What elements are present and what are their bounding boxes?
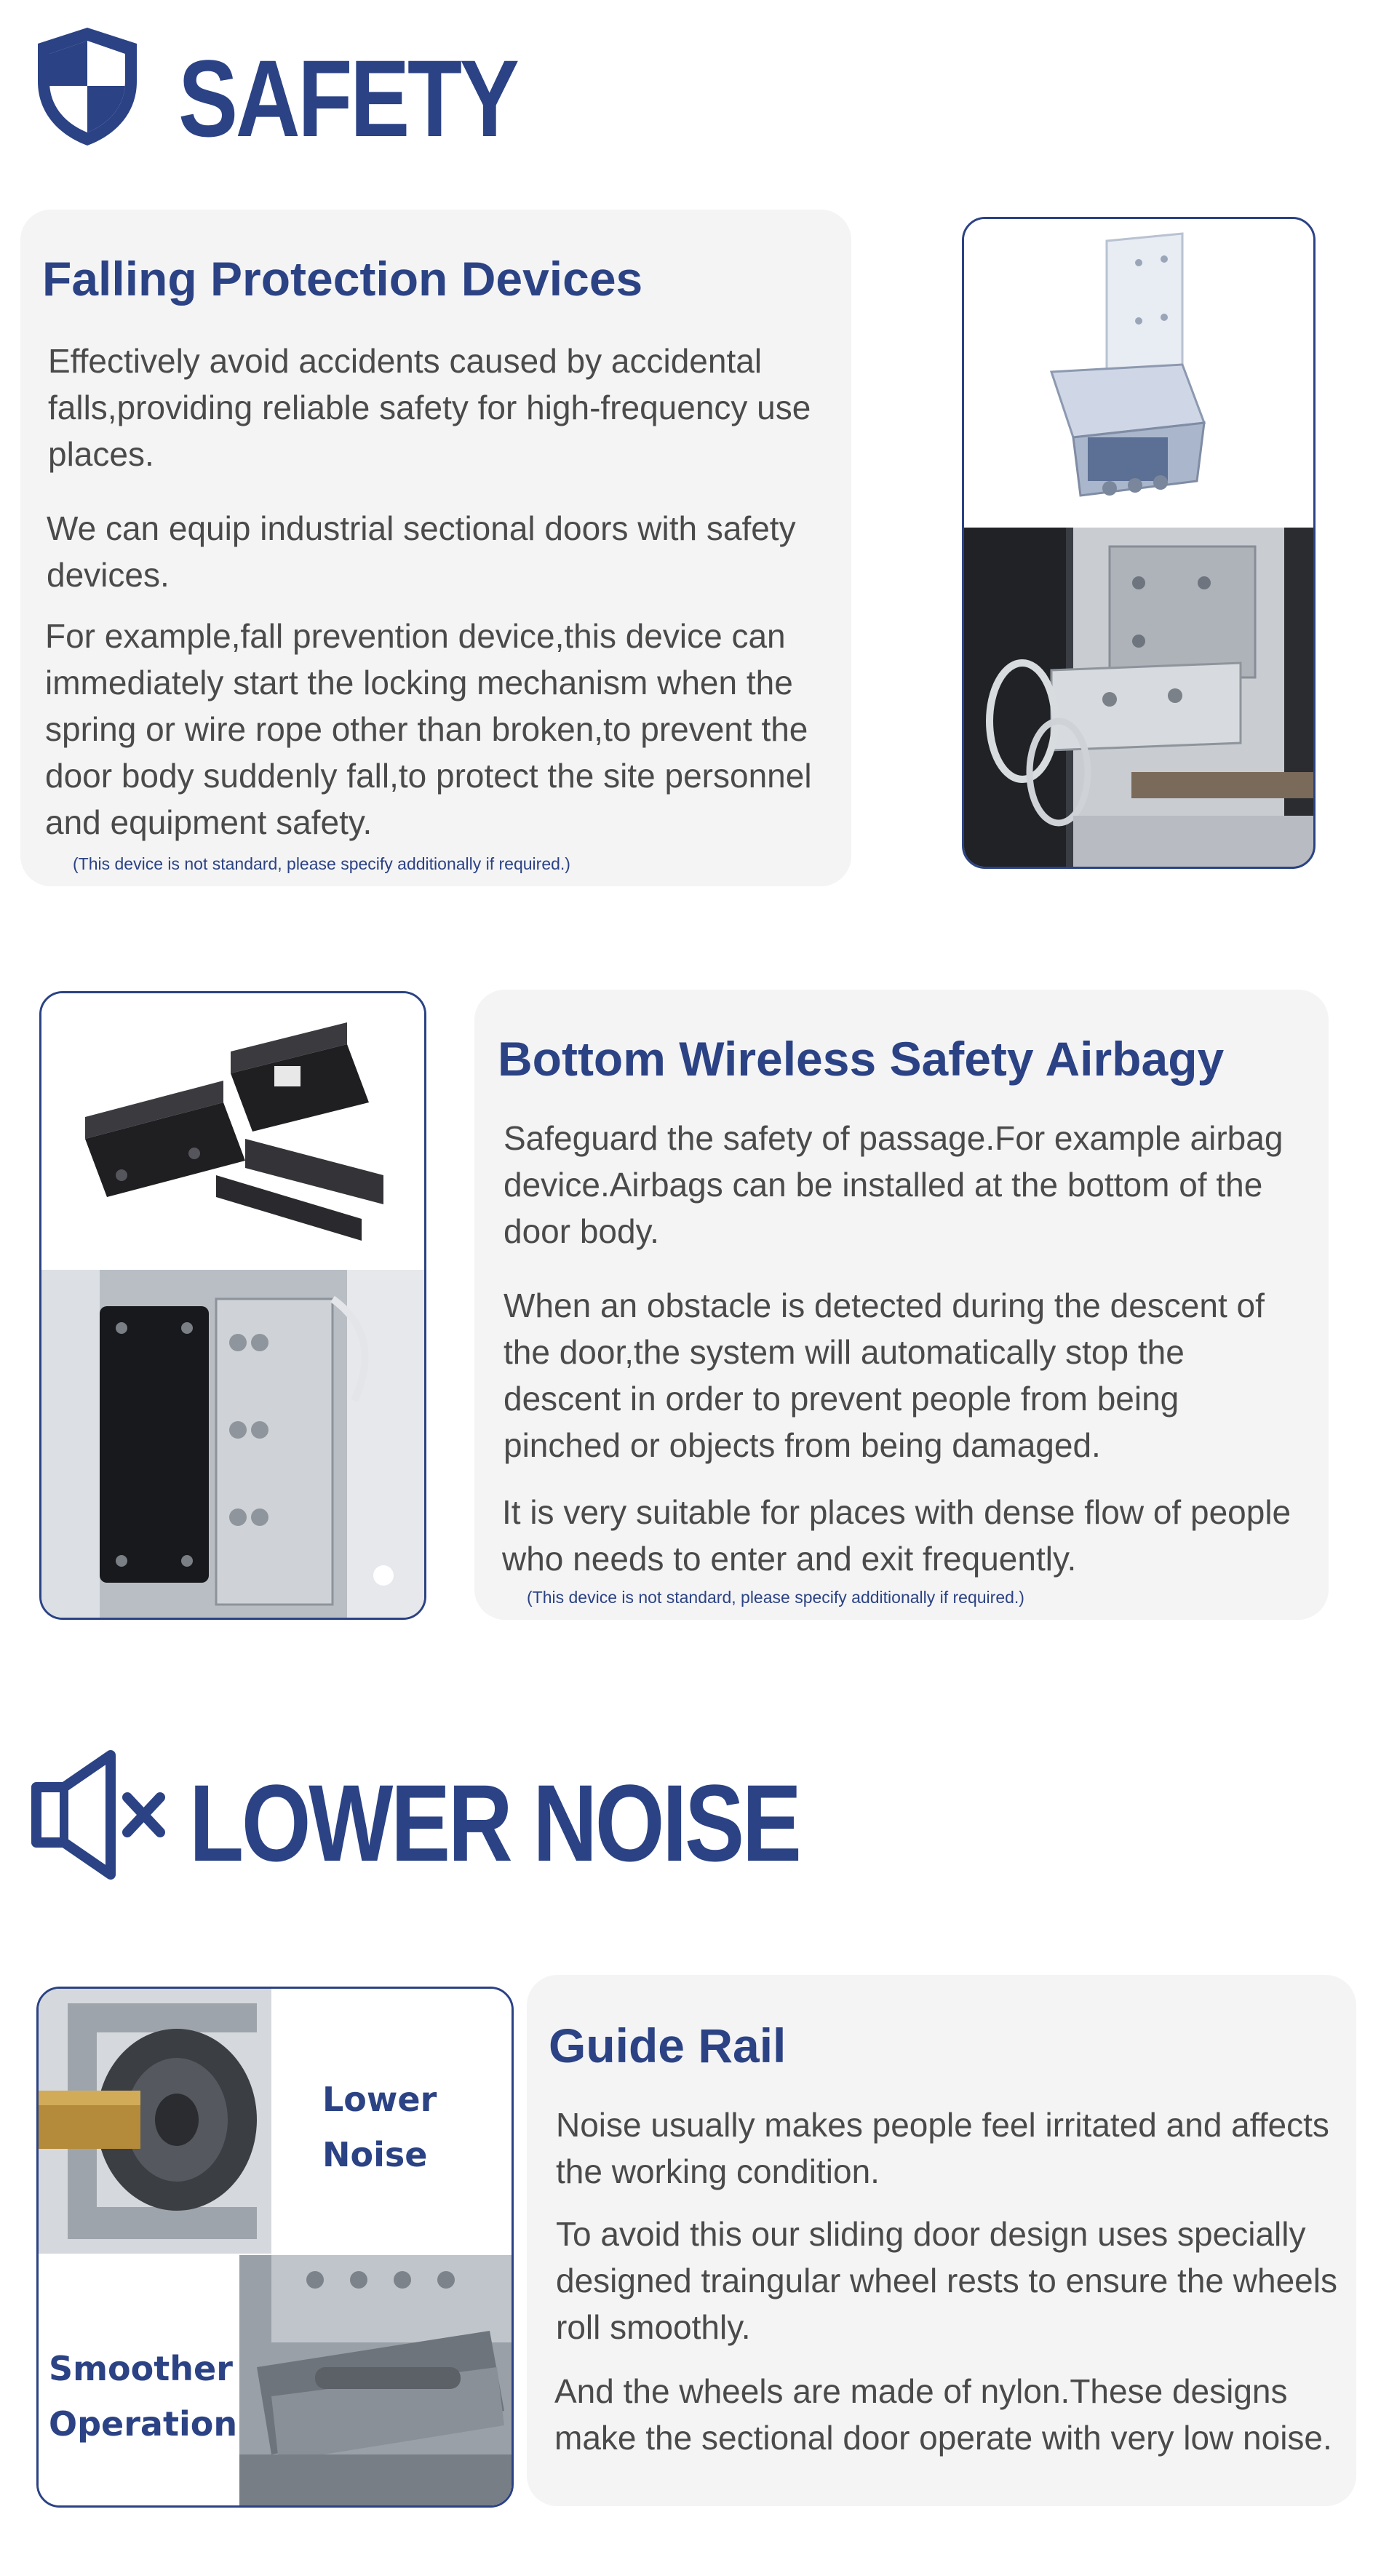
falling-protection-paragraph-3: For example,fall prevention device,this device can immediately start the locking mechanism when the spring or wire rope other than broken,to prevent the door body suddenly fall,to protect the site personnel and equipment safety. [45,617,812,841]
lower-noise-label-line-1: Lower [322,2080,437,2119]
airbag-device-photo [41,993,426,1620]
falling-protection-image [962,217,1316,869]
guide-rail-card [527,1975,1356,2506]
smoother-operation-label [49,2341,237,2452]
safety-title: SAFETY [178,37,517,159]
airbag-note: (This device is not standard, please specify additionally if required.) [527,1588,1024,1607]
airbag-paragraph-3: It is very suitable for places with dense flow of people who needs to enter and exit frequently. [502,1493,1291,1578]
falling-protection-paragraph-2: We can equip industrial sectional doors with safety devices. [47,509,796,594]
guide-rail-paragraph-1: Noise usually makes people feel irritated and affects the working condition. [556,2106,1329,2190]
safety-header [29,22,538,159]
speaker-mute-icon [29,1749,175,1880]
falling-protection-paragraph-1: Effectively avoid accidents caused by accidental falls,providing reliable safety for high-frequency use places. [48,342,811,473]
shield-icon [33,25,141,148]
falling-protection-card [20,210,851,886]
guide-rail-paragraph-2: To avoid this our sliding door design uses specially designed traingular wheel rests to ensure the wheels roll smoothly. [556,2215,1337,2346]
airbag-paragraph-1: Safeguard the safety of passage.For example airbag device.Airbags can be installed at the bottom of the door body. [504,1119,1283,1250]
guide-rail-image [36,1987,514,2508]
airbag-image [39,991,426,1620]
guide-rail-title: Guide Rail [549,2019,787,2072]
smoother-operation-label-line-2: Operation [49,2404,238,2444]
lower-noise-label-line-2: Noise [322,2135,428,2174]
airbag-title: Bottom Wireless Safety Airbagy [498,1032,1225,1086]
falling-protection-note: (This device is not standard, please specify additionally if required.) [73,854,570,873]
noise-title: LOWER NOISE [189,1762,800,1884]
noise-header [29,1739,800,1885]
smoother-operation-label-line-1: Smoother [49,2349,233,2388]
lower-noise-label [322,2072,437,2182]
airbag-paragraph-2: When an obstacle is detected during the descent of the door,the system will automatically stop the descent in order to prevent people from being pinched or objects from being damaged. [504,1287,1265,1464]
fall-prevention-device-photo [964,219,1316,869]
airbag-card [474,990,1329,1620]
falling-protection-title: Falling Protection Devices [42,252,643,306]
guide-rail-paragraph-3: And the wheels are made of nylon.These designs make the sectional door operate with very low noise. [554,2372,1332,2457]
